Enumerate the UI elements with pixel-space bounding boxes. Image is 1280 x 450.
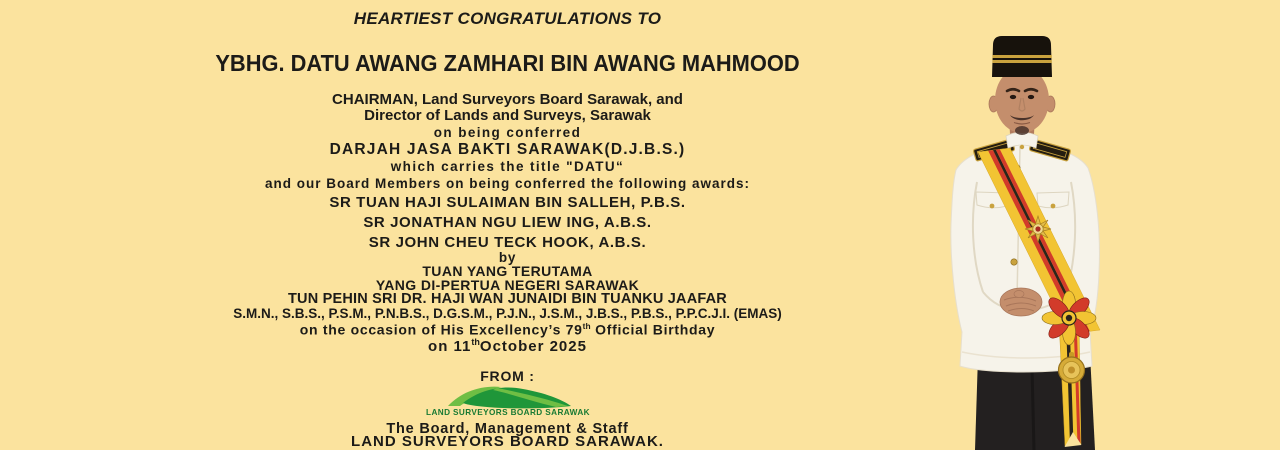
conferrer-line-3: TUN PEHIN SRI DR. HAJI WAN JUNAIDI BIN TUANKU JAAFAR — [288, 291, 727, 307]
heading-line: HEARTIEST CONGRATULATIONS TO — [353, 9, 662, 28]
board-intro-line: and our Board Members on being conferred the following awards: — [264, 176, 751, 191]
from-line-1: The Board, Management & Staff — [386, 421, 629, 437]
logo-block — [0, 384, 1015, 423]
from-label: FROM : — [480, 368, 535, 384]
board-member-2: SR JONATHAN NGU LIEW ING, A.B.S. — [363, 214, 652, 231]
occasion-superscript: th — [582, 321, 591, 331]
face — [989, 67, 1055, 135]
conferrer-line-1: TUAN YANG TERUTAMA — [422, 263, 593, 279]
honoree-name: YBHG. DATU AWANG ZAMHARI BIN AWANG MAHMOOD — [215, 50, 800, 76]
honoree-title-line2: Director of Lands and Surveys, Sarawak — [364, 107, 651, 124]
occasion-line: on the occasion of His Excellency’s 79th Official Birthday — [299, 321, 716, 338]
from-line-2: LAND SURVEYORS BOARD SARAWAK. — [351, 433, 664, 450]
logo-caption: LAND SURVEYORS BOARD SARAWAK — [425, 408, 590, 417]
conferred-intro-line: on being conferred — [433, 125, 582, 140]
conferrer-line-2: YANG DI-PERTUA NEGERI SARAWAK — [375, 277, 640, 293]
conferrer-honours-line: S.M.N., S.B.S., P.S.M., P.N.B.S., D.G.S.M., P.J.N., J.S.M., J.B.S., P.B.S., P.P.C.J.I. (EMAS) — [233, 306, 782, 321]
date-line: on 11thOctober 2025 — [428, 337, 587, 355]
land-surveyors-board-sarawak-logo-icon — [413, 384, 603, 418]
official-portrait-photo — [920, 0, 1180, 450]
by-label: by — [498, 250, 517, 265]
award-carries-line: which carries the title "DATU“ — [390, 159, 625, 174]
board-member-3: SR JOHN CHEU TECK HOOK, A.B.S. — [368, 234, 647, 251]
board-member-1: SR TUAN HAJI SULAIMAN BIN SALLEH, P.B.S. — [329, 194, 686, 211]
date-superscript: th — [471, 337, 480, 347]
clasped-hands — [1000, 288, 1042, 316]
honoree-title-line1: CHAIRMAN, Land Surveyors Board Sarawak, and — [332, 91, 683, 108]
award-title-line: DARJAH JASA BAKTI SARAWAK(D.J.B.S.) — [329, 141, 686, 158]
songkok-hat — [992, 36, 1052, 77]
